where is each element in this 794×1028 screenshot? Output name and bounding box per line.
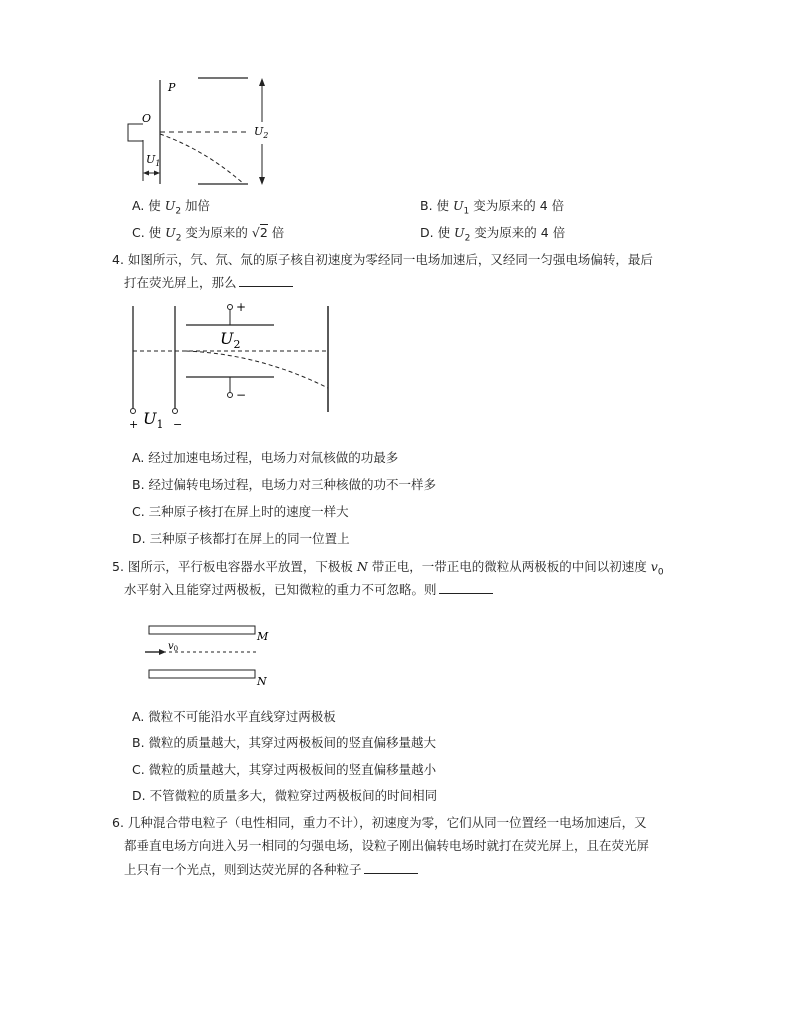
q5-option-d: D. 不管微粒的质量多大，微粒穿过两极板间的时间相同 [132, 788, 438, 803]
q4-stem-line2: 打在荧光屏上，那么 [124, 274, 293, 291]
q4-bottom-terminal [228, 393, 233, 398]
q5-plate-M [149, 626, 255, 634]
q4-option-d: D. 三种原子核都打在屏上的同一位置上 [132, 531, 350, 546]
q3-label-U2: $U_2$ [254, 125, 269, 140]
q5-plate-N [149, 670, 255, 678]
q3-label-U1: $U_1$ [146, 153, 161, 168]
q3-option-c: C. 使 $U_2$ 变为原来的 √2 倍 [132, 225, 285, 244]
q5-label-v0: $v_0$ [168, 641, 179, 653]
q6-line1: 6. 几种混合带电粒子（电性相同，重力不计），初速度为零，它们从同一位置经一电场加速后，又 [112, 815, 647, 830]
q4-terminal-right [173, 409, 178, 414]
q6-line3: 上只有一个光点，则到达荧光屏的各种粒子 [124, 861, 418, 878]
q4-stem-line1: 4. 如图所示，氕、氘、氚的原子核自初速度为零经同一电场加速后，又经同一匀强电场偏转，最后 [112, 252, 653, 267]
q3-label-P: P [168, 81, 176, 94]
q4-label-U1: $U_1$ [143, 409, 164, 431]
q5-option-c: C. 微粒的质量越大，其穿过两极板间的竖直偏移量越小 [132, 762, 437, 777]
answer-blank [364, 861, 418, 874]
q5-velocity-arrow-head [159, 649, 166, 655]
q4-label-U2: $U_2$ [220, 329, 241, 351]
q3-option-d: D. 使 $U_2$ 变为原来的 4 倍 [420, 225, 566, 244]
q4-minus-bottom: − [236, 388, 247, 402]
q4-plus-left: + [129, 418, 139, 431]
q6-line2: 都垂直电场方向进入另一相同的匀强电场，设粒子刚出偏转电场时就打在荧光屏上，且在荧光屏 [124, 838, 650, 853]
q5-label-N: N [257, 675, 267, 688]
q4-option-a: A. 经过加速电场过程，电场力对氚核做的功最多 [132, 450, 399, 465]
q3-option-a: A. 使 $U_2$ 加倍 [132, 198, 211, 217]
q5-stem-line1: 5. 图所示，平行板电容器水平放置，下极板 N 带正电，一带正电的微粒从两极板的中间以初速度 $v_0$ [112, 559, 664, 578]
q4-plus-top: + [236, 300, 247, 314]
answer-blank [239, 274, 293, 287]
q4-minus-left: − [173, 418, 183, 431]
q5-option-a: A. 微粒不可能沿水平直线穿过两极板 [132, 709, 336, 724]
q4-option-b: B. 经过偏转电场过程，电场力对三种核做的功不一样多 [132, 477, 437, 492]
q4-top-terminal [228, 305, 233, 310]
q4-terminal-left [131, 409, 136, 414]
q4-trajectory [186, 351, 328, 388]
q5-label-M: M [257, 630, 269, 643]
q3-option-b: B. 使 $U_1$ 变为原来的 4 倍 [420, 198, 565, 217]
sqrt-sign: √ [251, 225, 260, 240]
q5-stem-line2: 水平射入且能穿过两极板，已知微粒的重力不可忽略。则 [124, 581, 493, 598]
q3-label-O: O [142, 112, 152, 125]
q4-option-c: C. 三种原子核打在屏上时的速度一样大 [132, 504, 349, 519]
answer-blank [439, 581, 493, 594]
q5-option-b: B. 微粒的质量越大，其穿过两极板间的竖直偏移量越大 [132, 735, 437, 750]
